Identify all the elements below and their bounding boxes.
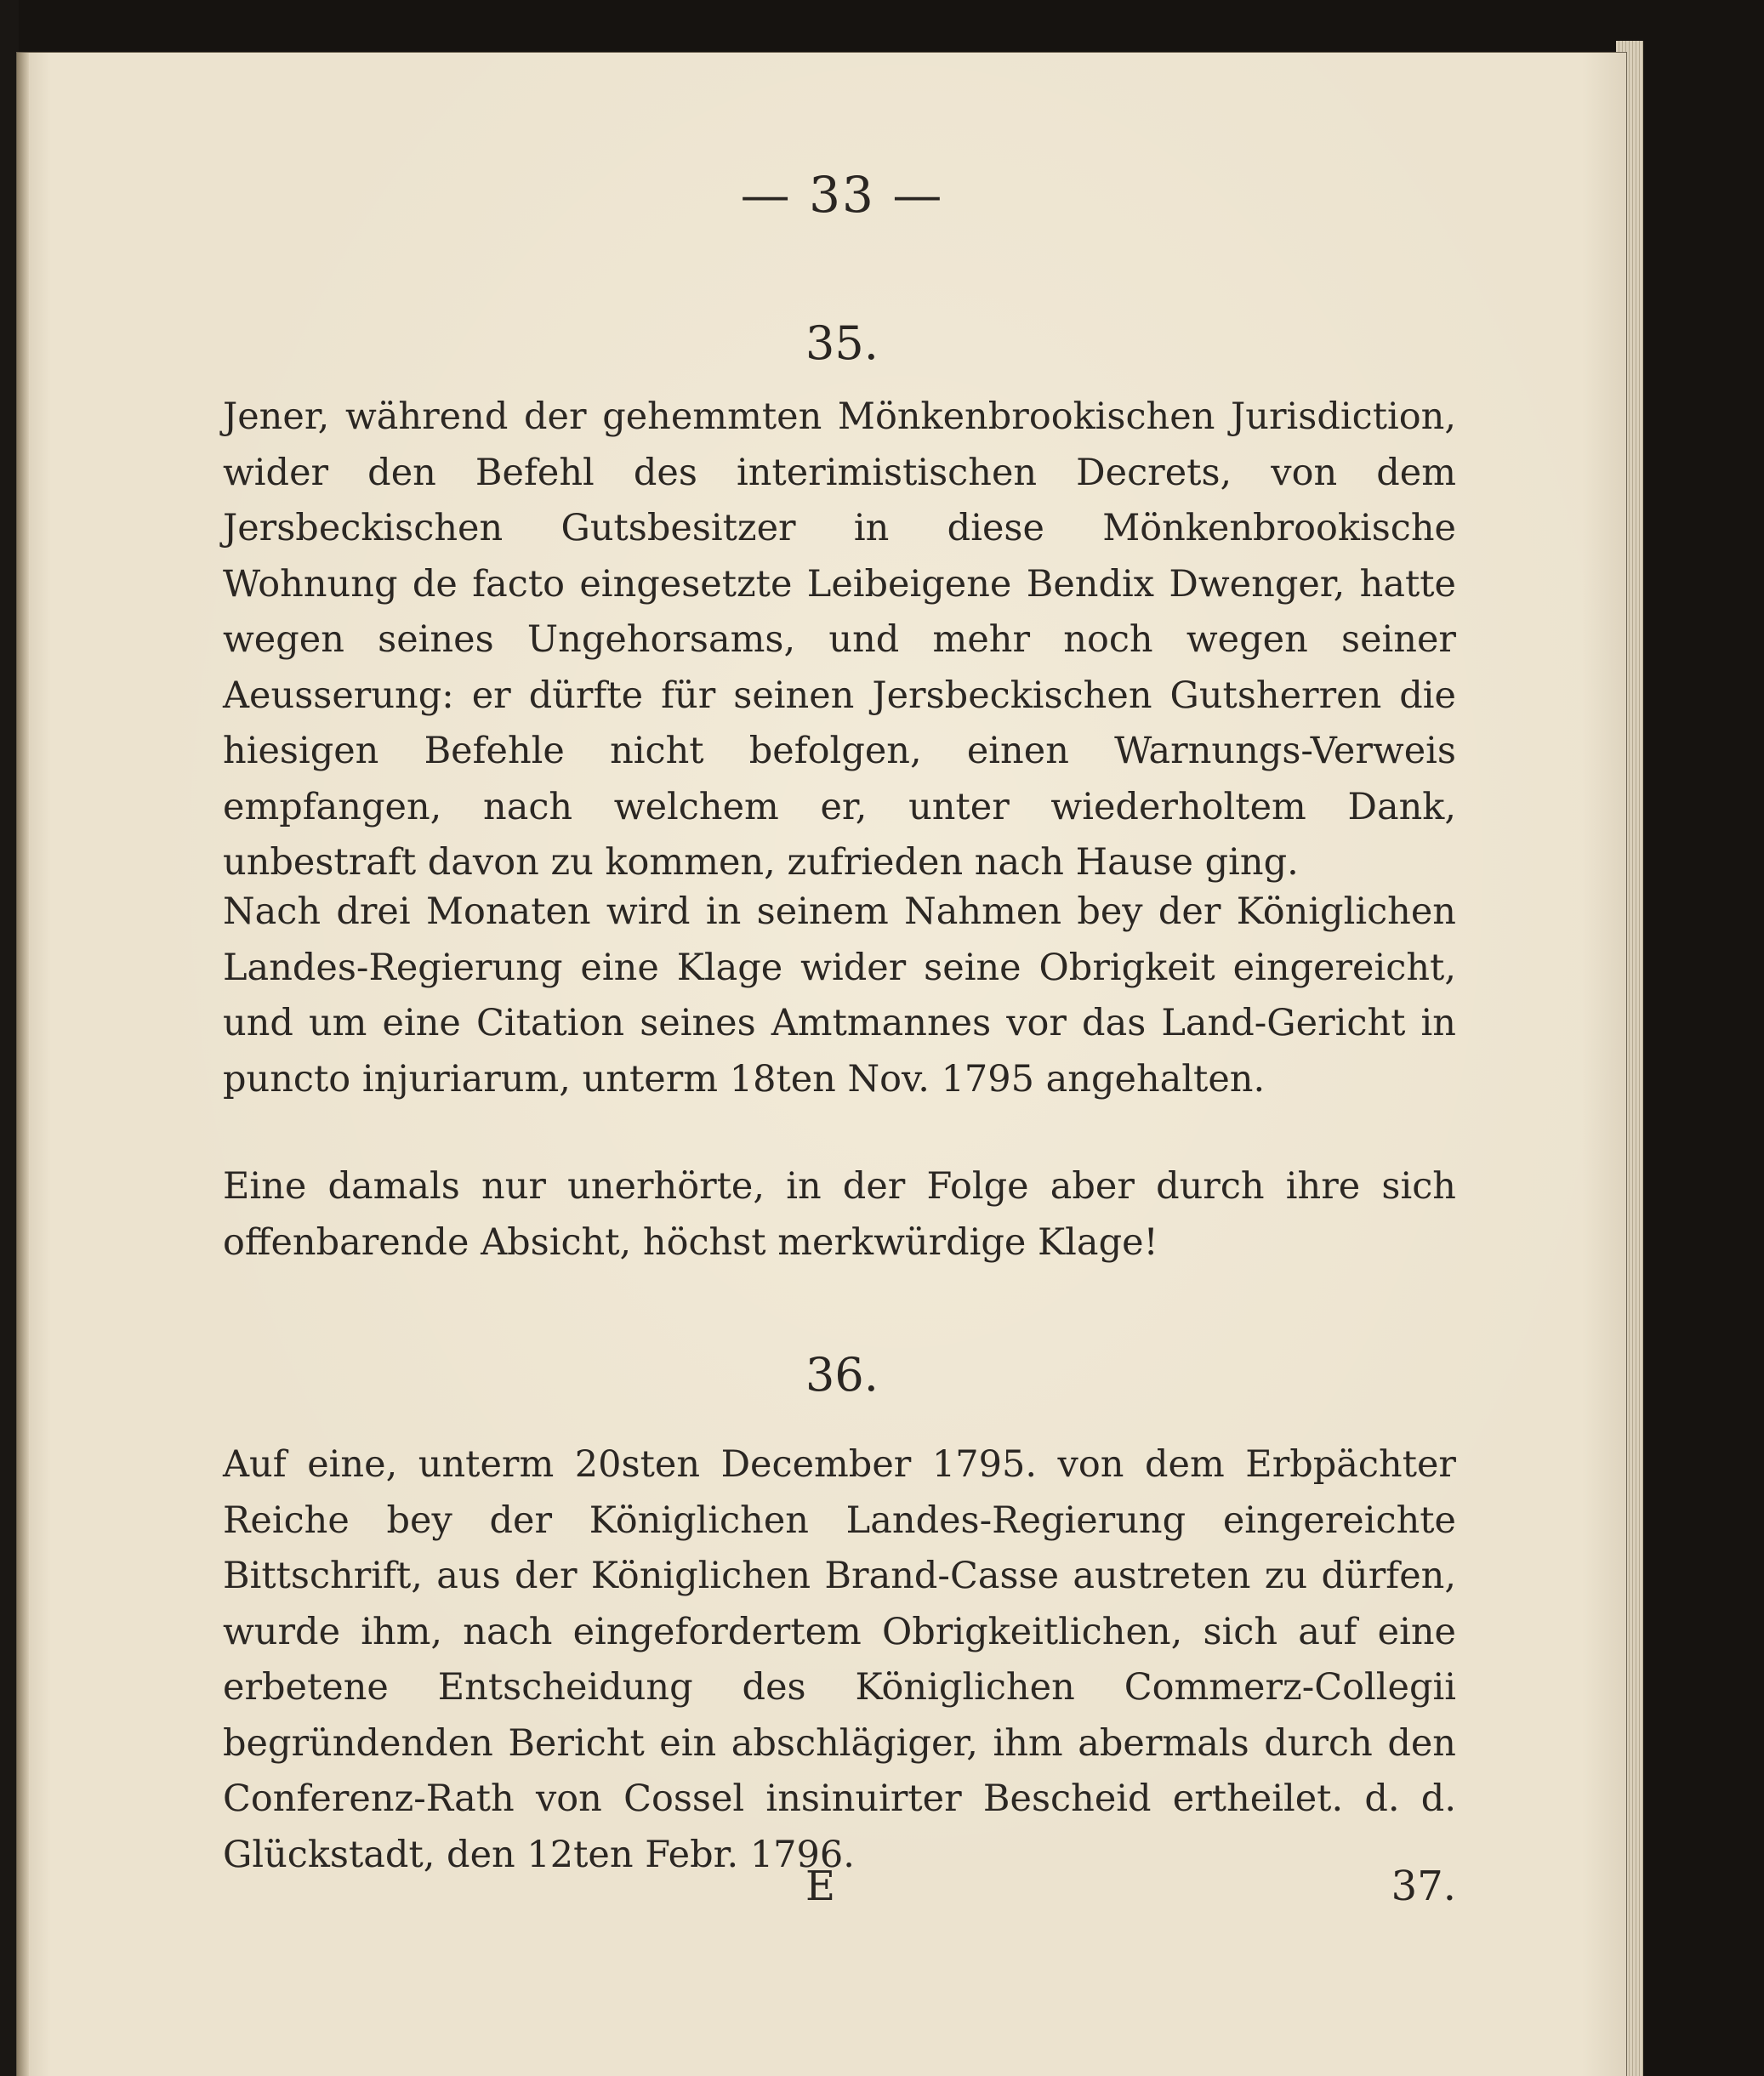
section-35-paragraph-1 bbox=[223, 390, 1456, 891]
paragraph-text: Eine damals nur unerhörte, in der Folge aber durch ihre sich offenbarende Absicht, höchst merkwürdige Klage! bbox=[223, 1165, 1456, 1264]
page-gutter bbox=[17, 53, 29, 2076]
paragraph-text: Jener, während der gehemmten Mönkenbrookischen Jurisdiction, wider den Befehl des interimistischen Decrets, von dem Jersbeckischen Gutsbesitzer in diese Mönkenbrookische Wohnung de facto eingesetzte Leibeigene Bendix Dwenger, hatte wegen seines Ungehorsams, und mehr noch wegen seiner Aeusserung: er dürfte für seinen Jersbeckischen Gutsherren die hiesigen Befehle nicht befolgen, einen Warnungs-Verweis empfangen, nach welchem er, unter wiederholtem Dank, unbestraft davon zu kommen, zufrieden nach Hause ging. bbox=[223, 395, 1456, 884]
catchword: 37. bbox=[1391, 1863, 1456, 1910]
section-number-35: 35. bbox=[805, 316, 879, 370]
section-35-paragraph-2 bbox=[223, 884, 1456, 1107]
section-35-paragraph-3 bbox=[223, 1159, 1456, 1271]
section-number-36: 36. bbox=[805, 1348, 879, 1402]
paragraph-text: Auf eine, unterm 20sten December 1795. von dem Erbpächter Reiche bey der Königlichen Landes-Regierung eingereichte Bittschrift, aus der Königlichen Brand-Casse austreten zu dürfen, wurde ihm, nach eingefordertem Obrigkeitlichen, sich auf eine erbetene Entscheidung des Königlichen Commerz-Collegii begründenden Bericht ein abschlägiger, ihm abermals durch den Conferenz-Rath von Cossel insinuirter Bescheid ertheilet. d. d. Glückstadt, den 12ten Febr. 1796. bbox=[223, 1443, 1456, 1876]
section-36-paragraph-1 bbox=[223, 1437, 1456, 1883]
scan-background bbox=[0, 0, 19, 2076]
paragraph-text: Nach drei Monaten wird in seinem Nahmen bey der Königlichen Landes-Regierung eine Klage wider seine Obrigkeit eingereicht, und um eine Citation seines Amtmannes vor das Land-Gericht in puncto injuriarum, unterm 18ten Nov. 1795 angehalten. bbox=[223, 890, 1456, 1101]
page-header: — 33 — bbox=[740, 166, 944, 224]
signature-mark: E bbox=[805, 1863, 836, 1910]
page-footer bbox=[223, 1863, 1456, 1922]
